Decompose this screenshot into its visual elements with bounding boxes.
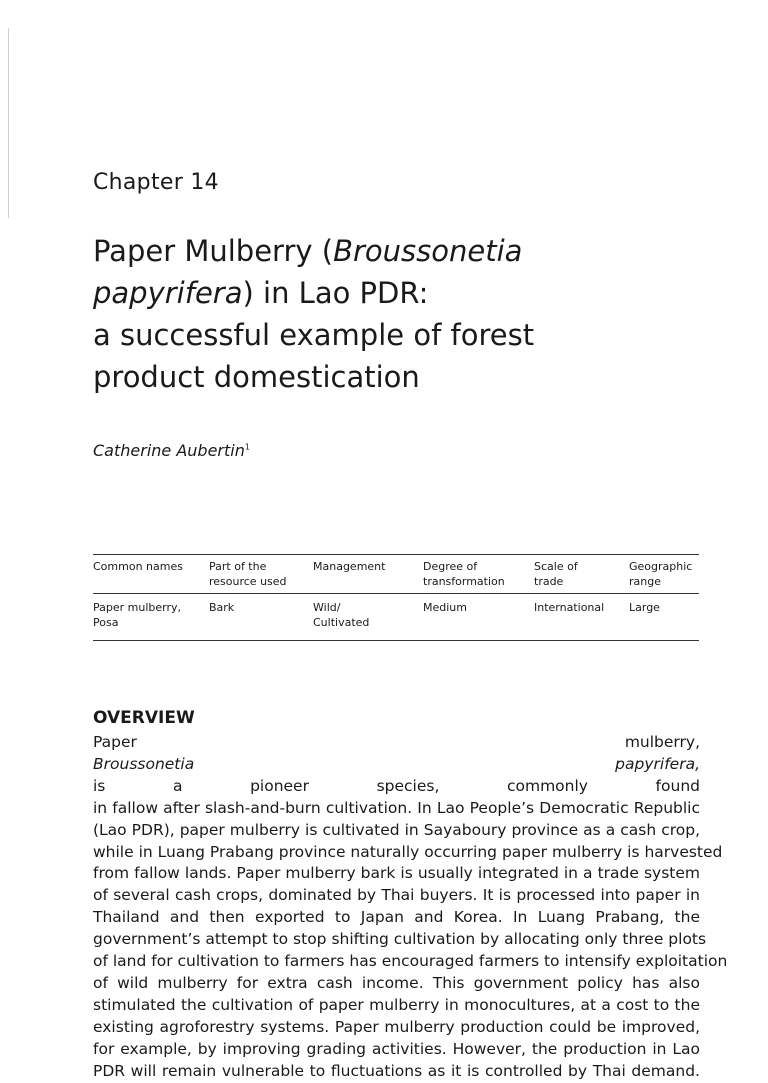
cell-transformation: Medium <box>423 601 467 614</box>
table-row <box>93 594 699 641</box>
header-part-used: Part of the resource used <box>209 560 287 588</box>
overview-heading: OVERVIEW <box>93 708 195 728</box>
header-transformation: Degree of transformation <box>423 560 505 588</box>
paragraph-line: while in Luang Prabang province naturally occurring paper mulberry is harvested <box>93 842 723 861</box>
overview-paragraph <box>93 732 728 1083</box>
paragraph-line: (Lao PDR), paper mulberry is cultivated in Sayaboury province as a cash crop, <box>93 820 700 839</box>
paragraph-line: existing agroforestry systems. Paper mulberry production could be improved, <box>93 1017 700 1036</box>
paragraph-line: Paper mulberry, Broussonetia papyrifera, is a pioneer species, commonly found <box>93 733 700 795</box>
cell-scale-of-trade: International <box>534 601 605 614</box>
cell-geographic-range: Large <box>629 601 660 614</box>
paragraph-line: stimulated the cultivation of paper mulberry in monocultures, at a cost to the <box>93 995 700 1014</box>
paragraph-line: of several cash crops, dominated by Thai buyers. It is processed into paper in <box>93 886 700 905</box>
cell-common-names: Paper mulberry, Posa <box>93 601 181 629</box>
page-edge-line <box>8 28 9 218</box>
chapter-label: Chapter 14 <box>93 170 219 195</box>
table-header-row <box>93 555 699 594</box>
cell-management: Wild/ Cultivated <box>313 601 370 629</box>
author-name: Catherine Aubertin$^1$ <box>93 441 250 460</box>
cell-part-used: Bark <box>209 601 235 614</box>
title-line-4: product domestication <box>93 360 420 394</box>
paragraph-line: from fallow lands. Paper mulberry bark is usually integrated in a trade system <box>93 864 700 883</box>
paragraph-line: for example, by improving grading activities. However, the production in Lao <box>93 1039 700 1058</box>
resource-summary-table <box>93 554 699 641</box>
header-scale-of-trade: Scale of trade <box>534 560 578 588</box>
paragraph-line: of land for cultivation to farmers has encouraged farmers to intensify exploitation <box>93 952 728 971</box>
title-line-2: papyrifera) in Lao PDR: <box>93 276 429 310</box>
title-line-3: a successful example of forest <box>93 318 535 352</box>
paragraph-line: PDR will remain vulnerable to fluctuations as it is controlled by Thai demand. <box>93 1061 700 1080</box>
paragraph-line: Thailand and then exported to Japan and Korea. In Luang Prabang, the <box>93 908 700 927</box>
header-geographic-range: Geographic range <box>629 560 693 588</box>
paragraph-line: in fallow after slash-and-burn cultivation. In Lao People’s Democratic Republic <box>93 798 700 817</box>
paragraph-line: of wild mulberry for extra cash income. This government policy has also <box>93 973 700 992</box>
chapter-title <box>93 230 713 398</box>
paragraph-line: government’s attempt to stop shifting cultivation by allocating only three plots <box>93 930 707 949</box>
header-common-names: Common names <box>93 560 183 573</box>
header-management: Management <box>313 560 386 573</box>
title-line-1: Paper Mulberry (Broussonetia <box>93 234 523 268</box>
author-footnote-mark: 1 <box>244 442 250 452</box>
